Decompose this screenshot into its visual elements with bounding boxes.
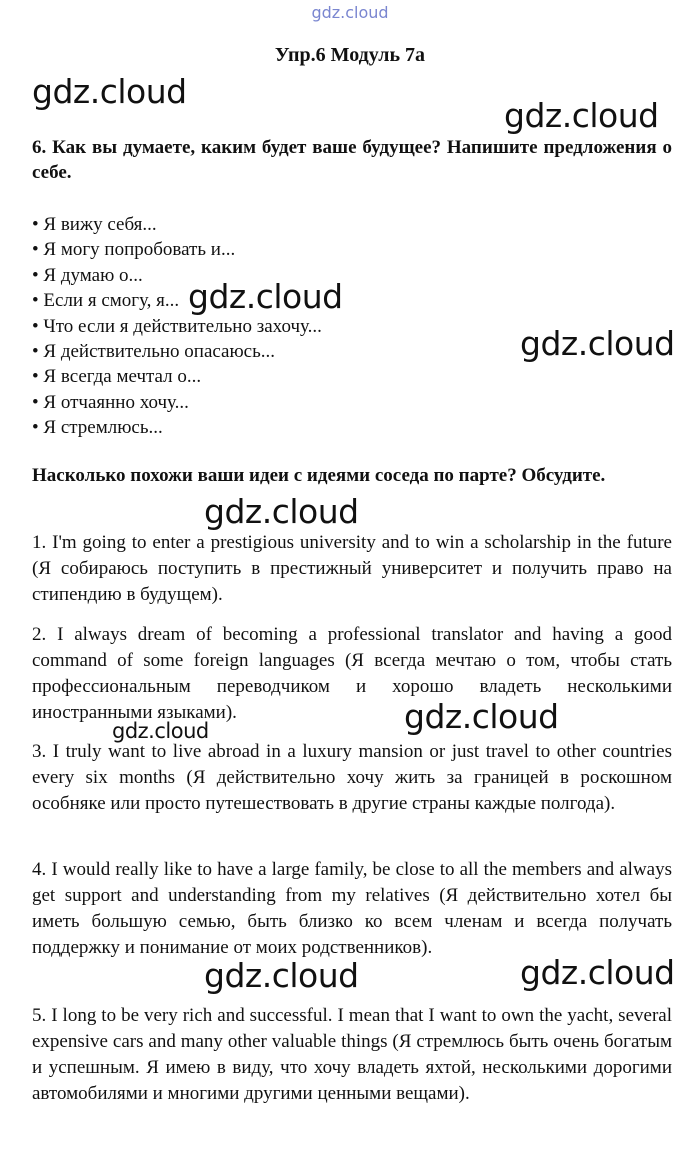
watermark: gdz.cloud (112, 719, 209, 743)
list-item: • Я всегда мечтал о... (32, 364, 322, 389)
watermark: gdz.cloud (520, 324, 675, 363)
answer-5: 5. I long to be very rich and successful. I mean that I want to own the yacht, several expensive cars and many other valuable things (Я стремлюсь быть очень богатым и успешным. Я имею в виду, что хочу владеть яхтой, несколькими дорогими автомобилями и многими другими ценными вещами). (32, 1005, 672, 1104)
list-item: • Что если я действительно захочу... (32, 314, 322, 339)
top-watermark: gdz.cloud (311, 3, 389, 22)
watermark: gdz.cloud (404, 697, 559, 736)
prompt-list (32, 212, 322, 441)
answer-2: 2. I always dream of becoming a professional translator and having a good command of some foreign languages (Я всегда мечтаю о том, чтобы стать профессиональным переводчиком и хорошо владеть несколькими иностранными языками). (32, 624, 672, 723)
answer-4: 4. I would really like to have a large family, be close to all the members and always get support and understanding from my relatives (Я действительно хотел бы иметь большую семью, быть близко ко всем членам и всегда получать поддержку и понимание от моих родственников). (32, 859, 672, 958)
list-item: • Я думаю о... (32, 263, 322, 288)
watermark: gdz.cloud (520, 953, 675, 992)
list-item: • Я стремлюсь... (32, 415, 322, 440)
list-item: • Если я смогу, я... (32, 288, 322, 313)
watermark: gdz.cloud (204, 492, 359, 531)
watermark: gdz.cloud (504, 96, 659, 135)
answer-1: 1. I'm going to enter a prestigious university and to win a scholarship in the future (Я собираюсь поступить в престижный университет и получить право на стипендию в будущем). (32, 532, 672, 605)
list-item: • Я могу попробовать и... (32, 237, 322, 262)
list-item: • Я вижу себя... (32, 212, 322, 237)
list-item: • Я действительно опасаюсь... (32, 339, 322, 364)
watermark: gdz.cloud (32, 72, 187, 111)
page-title: Упр.6 Модуль 7а (274, 44, 426, 66)
list-item: • Я отчаянно хочу... (32, 390, 322, 415)
watermark: gdz.cloud (204, 956, 359, 995)
answer-3: 3. I truly want to live abroad in a luxury mansion or just travel to other countries every six months (Я действительно хочу жить за границей в роскошном особняке или просто путешествовать в другие страны каждые полгода). (32, 741, 672, 814)
watermark: gdz.cloud (188, 277, 343, 316)
task-prompt: 6. Как вы думаете, каким будет ваше будущее? Напишите предложения о себе. (32, 137, 672, 183)
discussion-prompt: Насколько похожи ваши идеи с идеями соседа по парте? Обсудите. (32, 465, 606, 486)
